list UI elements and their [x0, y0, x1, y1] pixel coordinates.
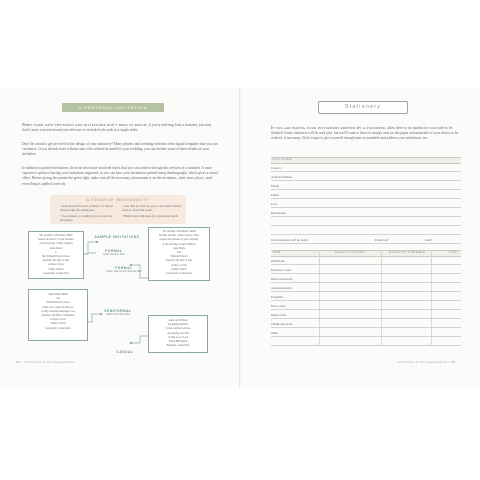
items-row-label: Other [271, 331, 279, 335]
sent-label: Sent? [425, 238, 433, 242]
card-line: Greenwich, Connecticut [45, 326, 71, 330]
tip-item: • Use stickers or sealing wax to close the envelopes. [60, 214, 113, 223]
card-line: Trinity Church [48, 267, 64, 271]
card-line: on Saturday, the fifth [167, 331, 189, 335]
card-line: Saturday, the fifth of September [41, 314, 75, 318]
style-label-casual: CASUAL [116, 350, 134, 354]
stationery-intro-rest: , allow three to six months for your order to be finished. Some stationers will do rush jobs, but you'll want to leave it enough time for the paper and materials of your choice to be ordered, if necessary. Don't forget to give yourself enough time to assemble and address your invitations, too. [271, 126, 459, 141]
form-row-label: Phone [271, 184, 279, 188]
card-line: Anne Marie [172, 246, 186, 250]
items-header-quantity: QUANTITY ORDERED [389, 251, 426, 255]
card-line: Tanya Hill Ranch [168, 340, 188, 344]
items-row-label: Place cards [271, 304, 286, 308]
form-row-label: Contact [271, 166, 281, 170]
card-line: to [54, 250, 58, 254]
card-line: request the honor of your presence [38, 238, 74, 242]
page-title: Stationery [318, 101, 408, 114]
items-row-label: Menu cards [271, 313, 286, 317]
card-line: Trinity Church [171, 267, 187, 271]
tip-item: • Add line art done by you or an artistic friend, such as a favorite verse. [122, 204, 182, 213]
picked-up-label: Picked up? [375, 238, 390, 242]
card-line: at three o'clock [50, 318, 66, 322]
card-line: Saturday, the first of June [42, 259, 70, 263]
form-row-label: Cost [271, 202, 277, 206]
paragraph-intro-lead: When your save-the-dates and invitations don't need to match [22, 123, 147, 127]
items-row-label: Announcements [271, 286, 292, 290]
card-line: of June at 4 o'clock [167, 335, 189, 339]
left-page [0, 88, 239, 388]
style-note-formal-2: Bride's and Groom's Parents Host [106, 270, 142, 273]
sample-card-formal [28, 231, 84, 279]
samples-label: SAMPLE INVITATIONS [94, 235, 140, 239]
card-line: Greenwich, Connecticut [166, 272, 192, 276]
tip-title: A TOUCH OF INDIVIDUALITY [86, 198, 150, 202]
tip-item: • Add pressed flowers, feathers, or ribbon inserted into the envelopes. [60, 204, 113, 213]
style-label-semiformal: SEMIFORMAL [104, 309, 132, 313]
style-note-semiformal: Bride and Groom Host [106, 313, 130, 316]
card-line: Mr. William Edward Jones [42, 255, 70, 259]
sample-card-semiformal [28, 289, 88, 341]
card-line: at three o'clock [171, 263, 187, 267]
style-label-formal-1: FORMAL [105, 249, 123, 253]
card-line: are getting married! [167, 323, 189, 327]
card-line: Anne and William [168, 319, 188, 322]
style-label-formal-2: FORMAL [115, 266, 133, 270]
page-footer-left: 84 | Invitations & Correspondence [16, 360, 75, 364]
items-row-label: Programs [271, 295, 284, 299]
card-line: and Mr. and Mrs. James Andrew Jones [158, 234, 200, 238]
card-line: request the pleasure of your company [159, 238, 199, 242]
card-line: Fairfield, Connecticut [166, 344, 190, 348]
sample-card-formal-joint [148, 227, 210, 281]
card-line: at the marriage of their children [162, 242, 196, 246]
form-row-label: Date stationery will be ready [271, 238, 308, 242]
form-row-ready-date[interactable] [271, 234, 461, 244]
items-row-label: Other enclosures [271, 277, 293, 281]
items-header-item: ITEM [272, 251, 281, 255]
card-line: Anne Marie [49, 246, 63, 250]
form-row-label: Address/Website [271, 175, 293, 179]
sample-card-casual [148, 315, 208, 353]
card-line: and [177, 251, 181, 255]
card-line: William Edward Jones [46, 301, 70, 305]
paragraph-intro-rest: , if you're ordering from a stationer, you may find it more convenient and cost-effective to include both cards in a single order. [22, 123, 212, 133]
card-line: as they exchange marriage vows [41, 309, 75, 313]
card-line: at the marriage of their daughter [39, 242, 73, 246]
stationer-header-label: STATIONER [272, 158, 292, 162]
card-line: at three o'clock [48, 263, 64, 267]
paragraph-design: Don't be afraid to get involved in the design of your stationery! Many printers and wedding websites offer digital templates that you can customize. If you already have a theme and color scheme in mind for your wedding, you can include some of these details in your invitation. [22, 142, 218, 157]
card-line: Trinity Church [50, 322, 66, 326]
right-page [241, 88, 480, 388]
section-banner: A PERSONAL INVITATION [62, 103, 164, 112]
form-row-label: Description [271, 211, 286, 215]
card-line: Mr. and Mrs. John Henry Smith [162, 230, 196, 233]
page-footer-right: Invitations & Correspondence | 85 [397, 360, 456, 364]
card-line: Mr. and Mrs. John Henry Smith [39, 234, 73, 237]
items-header-cost: COST [449, 251, 459, 255]
stationery-intro [271, 126, 463, 142]
form-row-label: Email [271, 193, 279, 197]
card-line: invite you to share in their joy [42, 305, 74, 309]
style-note-formal-1: Bride's Parents Host [103, 253, 125, 256]
items-row-label: Invitations [271, 259, 285, 263]
items-row-blank[interactable] [271, 336, 461, 346]
items-row-label: Response cards [271, 268, 291, 272]
tip-item: • Hand write addresses for a personal touch. [122, 214, 179, 218]
stationery-intro-lead: If you are having your invitations printed by a stationer [271, 126, 386, 130]
paragraph-options: In addition to printed invitations, there are also more involved styles that you can achieve through the services of a stationer. A more expensive option is having your invitations engraved, or you can have your invitations printed using thermography, which gives a raised effect. Before giving the printer the green light, make sure all the necessary information is on the invitation—date, time, place—and everything is spelled correctly. [22, 166, 218, 186]
card-line: Greenwich, Connecticut [43, 271, 69, 275]
card-line: and [56, 297, 60, 301]
card-line: Anne Marie Smith [48, 293, 68, 296]
card-line: William Edward [170, 255, 188, 259]
items-header-specifications: SPECIFICATIONS [335, 251, 365, 255]
card-line: Come celebrate with us [165, 327, 191, 331]
card-line: Saturday, the first of June [165, 259, 193, 263]
items-row-label: Thank-you notes [271, 322, 293, 326]
